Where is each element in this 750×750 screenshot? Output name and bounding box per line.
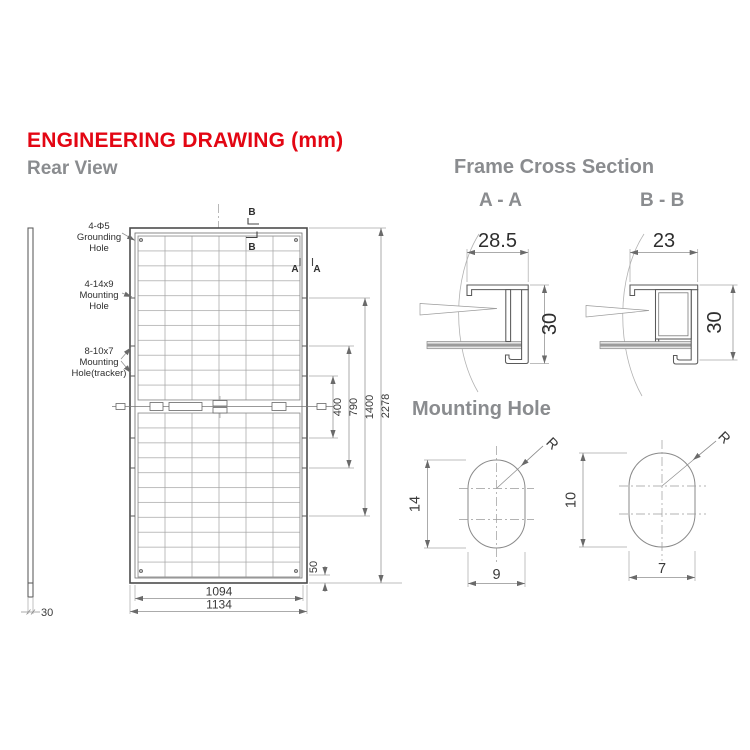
dim-2278: 2278: [380, 393, 392, 419]
cell-grid-top: [138, 236, 300, 400]
callout-mounting-line1: 4-14x9: [84, 279, 114, 290]
mounting-hole-14x9: [408, 435, 562, 587]
section-aa-heading: A - A: [479, 190, 522, 211]
callout-mounting-hole: [79, 279, 132, 312]
section-letter-b-top: B: [248, 207, 256, 218]
callout-grounding-hole: [77, 221, 135, 254]
callout-grounding-line3: Hole: [89, 243, 109, 254]
radius-label-10x7: R: [714, 428, 734, 448]
dim-aa-height: 30: [539, 312, 561, 336]
cross-section-aa: [420, 230, 561, 392]
frame-flange-aa: [467, 285, 528, 296]
dim-50: 50: [308, 560, 320, 574]
vertical-dimensions: [308, 228, 402, 592]
dim-400: 400: [332, 397, 344, 417]
dim-slot-width-7: 7: [657, 561, 667, 577]
callout-mounting-line2: Mounting: [79, 290, 119, 301]
callout-tracker-line2: Mounting: [79, 357, 119, 368]
frame-cross-section-heading: Frame Cross Section: [454, 156, 655, 178]
callout-tracker-hole: [72, 346, 131, 379]
frame-channel-bb: [656, 290, 692, 339]
frame-rib-aa: [506, 290, 511, 342]
callout-grounding-line2: Grounding: [76, 232, 122, 243]
dim-1400: 1400: [364, 394, 376, 420]
dim-slot-height-14: 14: [407, 495, 424, 513]
dim-slot-height-10: 10: [563, 491, 580, 509]
section-letter-a-left: A: [291, 264, 299, 275]
dim-bb-width: 23: [652, 230, 676, 252]
rear-panel: [130, 204, 307, 583]
callout-grounding-line1: 4-Φ5: [88, 221, 110, 232]
radius-label-14x9: R: [542, 434, 562, 454]
width-dimensions: [130, 585, 307, 615]
section-bb-heading: B - B: [640, 190, 685, 211]
cross-section-bb: [586, 230, 738, 396]
rear-view-heading: Rear View: [27, 158, 118, 179]
dim-aa-width: 28.5: [478, 230, 517, 252]
dim-frame-thickness: 30: [41, 607, 54, 619]
mounting-hole-10x7: [564, 429, 734, 581]
callout-tracker-line3: Hole(tracker): [71, 368, 127, 379]
dim-1134: 1134: [206, 597, 232, 612]
page-title: ENGINEERING DRAWING (mm): [27, 129, 344, 152]
dim-1094: 1094: [205, 584, 233, 599]
dim-slot-width-9: 9: [492, 567, 501, 583]
side-view-strip: [21, 228, 53, 619]
callout-tracker-line1: 8-10x7: [84, 346, 114, 357]
callout-mounting-line3: Hole: [89, 301, 109, 312]
cell-grid-bottom: [138, 413, 300, 577]
dim-790: 790: [348, 397, 360, 417]
dim-bb-height: 30: [704, 311, 726, 334]
section-letter-b-bottom: B: [248, 242, 256, 253]
mounting-hole-heading: Mounting Hole: [412, 398, 551, 420]
section-letter-a-right: A: [313, 264, 321, 275]
